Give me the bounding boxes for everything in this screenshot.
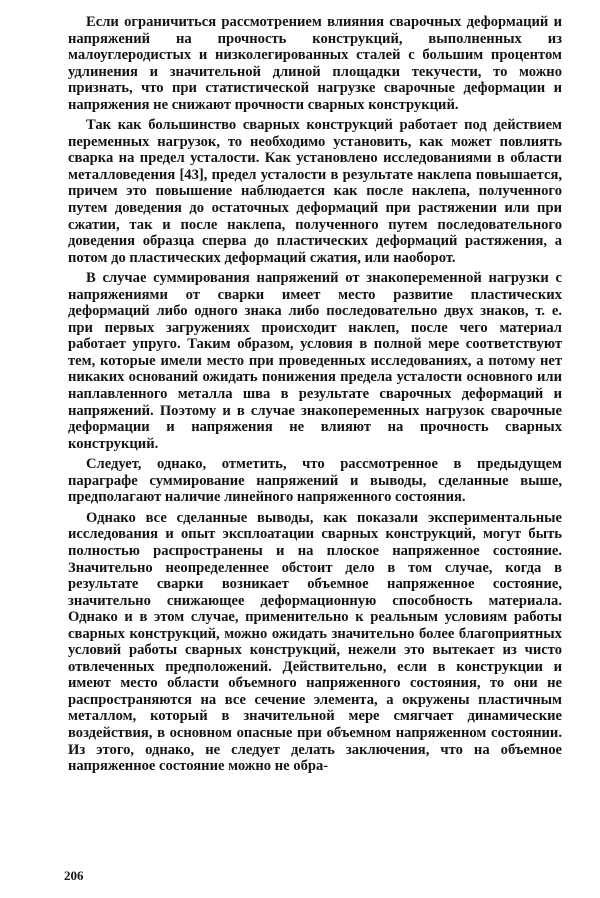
page-number: 206 [64,868,84,883]
page-body [68,14,562,779]
paragraph-5: Однако все сделанные выводы, как показали экспериментальные исследования и опыт эксплоатации сварных конструкций, могут быть полностью распространены и на плоское напряженное состояние. Значительно неопределеннее обстоит дело в том случае, когда в результате сварки возникает объемное напряженное состояние, значительно снижающее деформационную способность материала. Однако и в этом случае, применительно к реальным условиям работы сварных конструкций, можно ожидать значительно более благоприятных условий работы сварных конструкций, нежели это вытекает из чисто отвлеченных предположений. Действительно, если в конструкции и имеют место области объемного напряженного состояния, то они не распространяются на все сечение элемента, а окружены пластичным металлом, который в значительной мере смягчает динамические воздействия, в основном опасные при объемном напряженном состоянии. Из этого, однако, не следует делать заключения, что на объемное напряженное состояние можно не обра- [68,509,562,775]
paragraph-3: В случае суммирования напряжений от знакопеременной нагрузки с напряжениями от сварки имеет место развитие пластических деформаций либо одного знака либо последовательно двух знаков, т. е. при первых загружениях происходит наклеп, после чего материал работает упруго. Таким образом, условия в полной мере соответствуют тем, которые имели место при проведенных исследованиях, а потому нет никаких оснований ожидать понижения предела усталости основного или наплавленного металла шва в результате сварочных деформаций и напряжений. Поэтому и в случае знакопеременных нагрузок сварочные деформации и напряжения не влияют на прочность сварных конструкций. [68,270,562,452]
paragraph-2: Так как большинство сварных конструкций работает под действием переменных нагрузок, то необходимо установить, как может повлиять сварка на предел усталости. Как установлено исследованиями в области металловедения [43], предел усталости в результате наклепа повышается, причем это повышение наблюдается как после наклепа, полученного путем доведения до остаточных деформаций при растяжении или при сжатии, так и после наклепа, полученного путем последовательного доведения образца сперва до пластических деформаций растяжения, а потом до пластических деформаций сжатия, или наоборот. [68,117,562,266]
paragraph-4: Следует, однако, отметить, что рассмотренное в предыдущем параграфе суммирование напряжений и выводы, сделанные выше, предполагают наличие линейного напряженного состояния. [68,456,562,506]
paragraph-1: Если ограничиться рассмотрением влияния сварочных деформаций и напряжений на прочность конструкций, выполненных из малоуглеродистых и низколегированных сталей с большим процентом удлинения и значительной длиной площадки текучести, то можно признать, что при статистической нагрузке сварочные деформации и напряжения не снижают прочности сварных конструкций. [68,14,562,113]
